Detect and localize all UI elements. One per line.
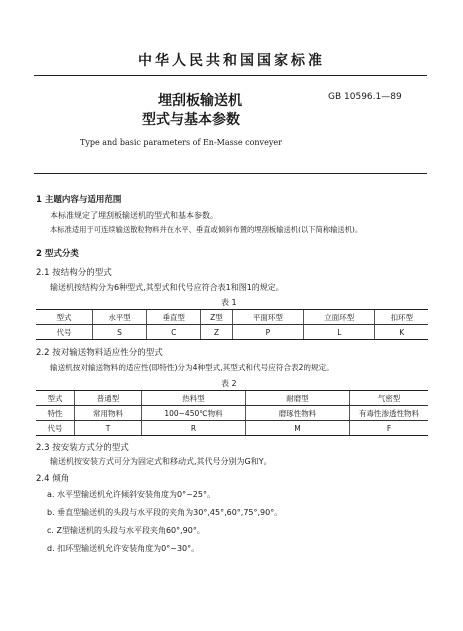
table-cell: 型式 [36, 391, 75, 406]
table-cell: R [142, 421, 246, 436]
table-row [36, 421, 428, 436]
table-cell: K [375, 325, 428, 340]
table-2 [36, 390, 428, 436]
table-cell: 常用物料 [75, 406, 142, 421]
section-2-2-heading: 2.2 按对输送物料适应性分的型式 [36, 348, 163, 358]
section-2-2-text: 输送机按对输送物料的适应性(即特性)分为4种型式,其型式和代号应符合表2的规定。 [50, 363, 334, 372]
table-cell: Z [201, 325, 232, 340]
table-cell: 平面环型 [232, 310, 303, 325]
table-cell: M [246, 421, 350, 436]
table-2-caption: 表 2 [221, 379, 237, 388]
document-subtitle: 型式与基本参数 [142, 112, 240, 128]
section-2-4-heading: 2.4 倾角 [36, 474, 70, 484]
table-1 [36, 309, 428, 340]
table-cell: 气密型 [350, 391, 429, 406]
section-2-1-text: 输送机按结构分为6种型式,其型式和代号应符合表1和图1的规定。 [50, 283, 284, 292]
table-cell: 耐磨型 [246, 391, 350, 406]
list-item: d. 扣环型输送机允许安装角度为0°~30°。 [47, 544, 200, 553]
section-1-paragraph-1: 本标准规定了埋刮板输送机的型式和基本参数。 [50, 211, 218, 220]
header-rule [34, 75, 427, 76]
document-title: 埋刮板输送机 [158, 93, 242, 109]
section-2-heading: 2 型式分类 [36, 249, 79, 259]
title-rule [34, 173, 427, 174]
list-item: a. 水平型输送机允许倾斜安装角度为0°~25°。 [47, 490, 215, 499]
standard-header: 中华人民共和国国家标准 [138, 53, 325, 69]
table-1-caption: 表 1 [221, 298, 237, 307]
table-cell: 垂直型 [147, 310, 201, 325]
table-row [36, 391, 428, 406]
standard-number: GB 10596.1—89 [328, 92, 402, 102]
table-cell: Z型 [201, 310, 232, 325]
table-cell: 水平型 [93, 310, 147, 325]
table-cell: P [232, 325, 303, 340]
list-item: b. 垂直型输送机的头段与水平段的夹角为30°,45°,60°,75°,90°。 [47, 508, 283, 517]
list-item: c. Z型输送机的头段与水平段夹角60°,90°。 [47, 526, 205, 535]
table-cell: 特性 [36, 406, 75, 421]
table-cell: F [350, 421, 429, 436]
table-row [36, 310, 428, 325]
section-2-3-heading: 2.3 按安装方式分的型式 [36, 443, 129, 453]
table-cell: 热料型 [142, 391, 246, 406]
table-cell: 代号 [36, 325, 93, 340]
table-cell: 磨琢性物料 [246, 406, 350, 421]
table-cell: L [304, 325, 375, 340]
table-cell: S [93, 325, 147, 340]
section-1-heading: 1 主题内容与适用范围 [36, 195, 122, 205]
table-cell: 立面环型 [304, 310, 375, 325]
table-cell: T [75, 421, 142, 436]
table-cell: 代号 [36, 421, 75, 436]
table-cell: 100~450℃物料 [142, 406, 246, 421]
table-cell: 普通型 [75, 391, 142, 406]
section-1-paragraph-2: 本标准适用于可连续输送散粒物料并在水平、垂直或倾斜布置的埋刮板输送机(以下简称输送机)。 [50, 225, 363, 234]
table-cell: 型式 [36, 310, 93, 325]
table-cell: 扣环型 [375, 310, 428, 325]
section-2-3-text: 输送机按安装方式可分为固定式和移动式,其代号分别为G和Y。 [50, 457, 272, 466]
section-2-1-heading: 2.1 按结构分的型式 [36, 268, 112, 278]
table-row [36, 325, 428, 340]
table-cell: 有毒性渗透性物料 [350, 406, 429, 421]
table-row [36, 406, 428, 421]
english-title: Type and basic parameters of En-Masse conveyer [80, 138, 282, 147]
table-cell: C [147, 325, 201, 340]
